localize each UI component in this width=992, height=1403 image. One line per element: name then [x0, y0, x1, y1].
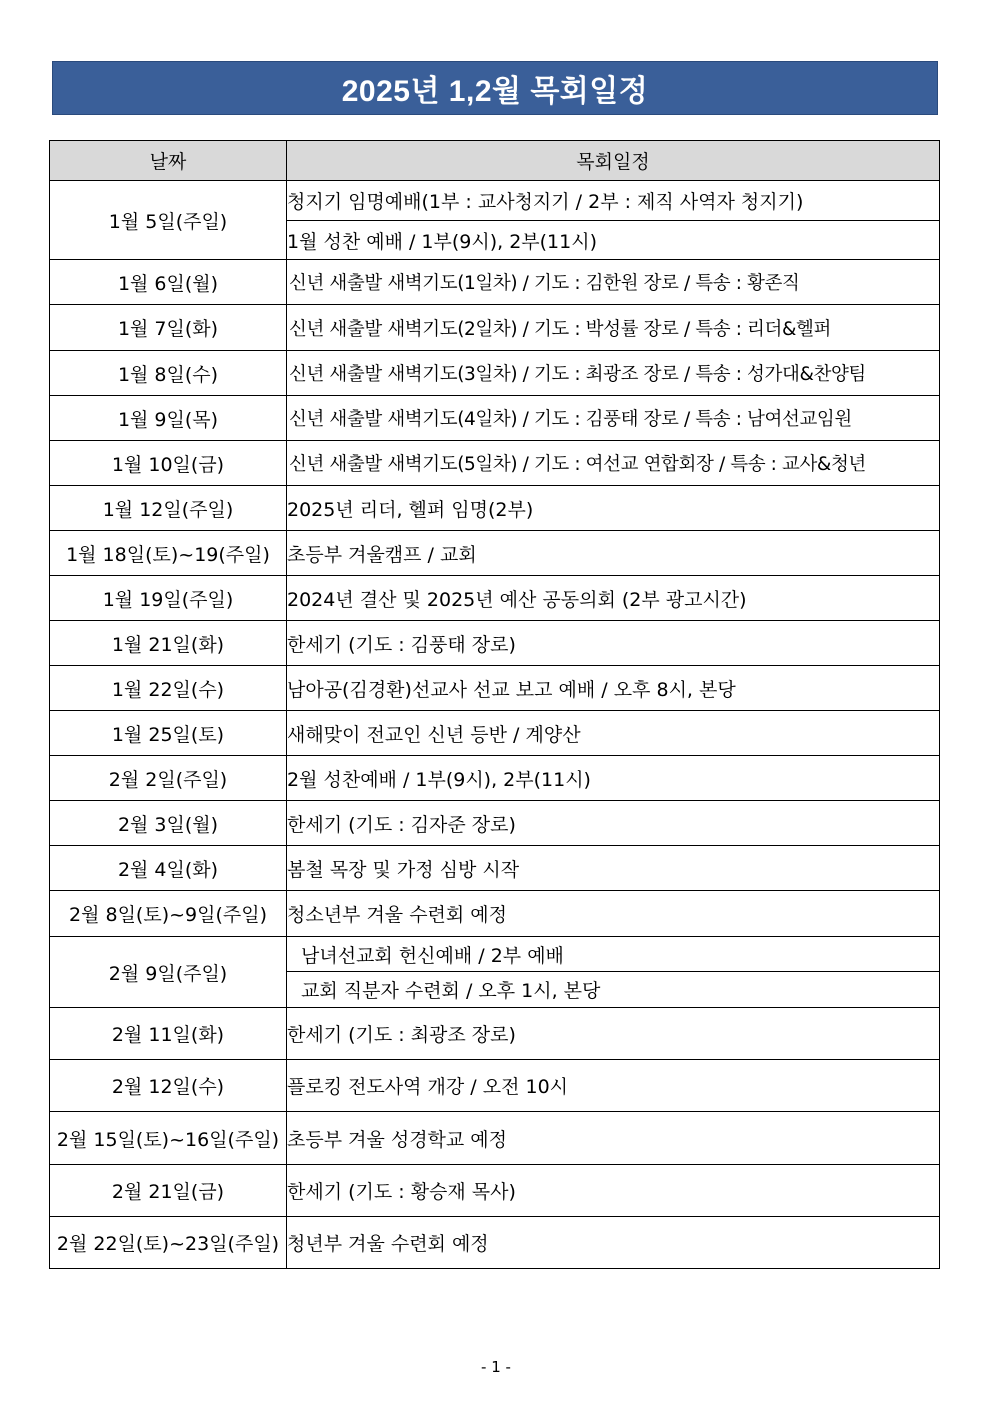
event-cell: 신년 새출발 새벽기도(5일차) / 기도 : 여선교 연합회장 / 특송 : 교사&청년: [287, 441, 940, 486]
event-cell: 청지기 임명예배(1부 : 교사청지기 / 2부 : 제직 사역자 청지기): [287, 181, 940, 221]
table-row: [50, 260, 940, 305]
date-cell: 1월 10일(금): [50, 441, 287, 486]
event-cell: 플로킹 전도사역 개강 / 오전 10시: [287, 1060, 940, 1112]
table-row: [50, 801, 940, 846]
event-cell: 1월 성찬 예배 / 1부(9시), 2부(11시): [287, 221, 940, 260]
event-cell: 봄철 목장 및 가정 심방 시작: [287, 846, 940, 891]
event-cell: 신년 새출발 새벽기도(1일차) / 기도 : 김한원 장로 / 특송 : 황존직: [287, 260, 940, 305]
table-header-row: [50, 141, 940, 181]
event-cell: 청년부 겨울 수련회 예정: [287, 1217, 940, 1269]
date-cell: 1월 21일(화): [50, 621, 287, 666]
date-cell: 1월 12일(주일): [50, 486, 287, 531]
table-row: [50, 666, 940, 711]
date-cell: 2월 11일(화): [50, 1008, 287, 1060]
table-row: [50, 1217, 940, 1269]
event-cell: 새해맞이 전교인 신년 등반 / 계양산: [287, 711, 940, 756]
event-cell: 초등부 겨울 성경학교 예정: [287, 1112, 940, 1165]
table-row: [50, 181, 940, 221]
date-cell: 2월 2일(주일): [50, 756, 287, 801]
table-row: [50, 351, 940, 396]
event-cell: 남아공(김경환)선교사 선교 보고 예배 / 오후 8시, 본당: [287, 666, 940, 711]
date-cell: 1월 5일(주일): [50, 181, 287, 260]
page-number: - 1 -: [481, 1358, 511, 1376]
table-row: [50, 891, 940, 937]
date-cell: 1월 7일(화): [50, 305, 287, 351]
event-cell: 신년 새출발 새벽기도(3일차) / 기도 : 최광조 장로 / 특송 : 성가대&찬양팀: [287, 351, 940, 396]
event-cell: 남녀선교회 헌신예배 / 2부 예배: [287, 937, 940, 972]
date-cell: 2월 3일(월): [50, 801, 287, 846]
table-row: [50, 1165, 940, 1217]
date-cell: 1월 8일(수): [50, 351, 287, 396]
event-cell: 신년 새출발 새벽기도(4일차) / 기도 : 김풍태 장로 / 특송 : 남여선교임원: [287, 396, 940, 441]
event-cell: 한세기 (기도 : 김자준 장로): [287, 801, 940, 846]
event-cell: 한세기 (기도 : 최광조 장로): [287, 1008, 940, 1060]
date-cell: 1월 9일(목): [50, 396, 287, 441]
date-column-header: 날짜: [50, 141, 287, 181]
page-title: 2025년 1,2월 목회일정: [341, 75, 649, 108]
date-cell: 2월 8일(토)~9일(주일): [50, 891, 287, 937]
date-cell: 1월 19일(주일): [50, 576, 287, 621]
date-cell: 1월 25일(토): [50, 711, 287, 756]
date-cell: 1월 18일(토)~19(주일): [50, 531, 287, 576]
schedule-column-header: 목회일정: [287, 141, 940, 181]
event-cell: 한세기 (기도 : 황승재 목사): [287, 1165, 940, 1217]
event-cell: 청소년부 겨울 수련회 예정: [287, 891, 940, 937]
event-cell: 초등부 겨울캠프 / 교회: [287, 531, 940, 576]
table-row: [50, 441, 940, 486]
table-row: [50, 1112, 940, 1165]
table-row: [50, 305, 940, 351]
date-cell: 1월 6일(월): [50, 260, 287, 305]
table-row: [50, 576, 940, 621]
table-row: [50, 1008, 940, 1060]
event-cell: 신년 새출발 새벽기도(2일차) / 기도 : 박성률 장로 / 특송 : 리더&헬퍼: [287, 305, 940, 351]
table-row: [50, 1060, 940, 1112]
date-cell: 2월 9일(주일): [50, 937, 287, 1008]
title-banner: [52, 61, 938, 115]
event-cell: 한세기 (기도 : 김풍태 장로): [287, 621, 940, 666]
schedule-table: [49, 140, 940, 1269]
date-cell: 2월 4일(화): [50, 846, 287, 891]
table-row: [50, 396, 940, 441]
table-row: [50, 486, 940, 531]
date-cell: 2월 21일(금): [50, 1165, 287, 1217]
date-cell: 2월 22일(토)~23일(주일): [50, 1217, 287, 1269]
table-row: [50, 756, 940, 801]
event-cell: 2025년 리더, 헬퍼 임명(2부): [287, 486, 940, 531]
event-cell: 2월 성찬예배 / 1부(9시), 2부(11시): [287, 756, 940, 801]
date-cell: 2월 12일(수): [50, 1060, 287, 1112]
date-cell: 1월 22일(수): [50, 666, 287, 711]
table-row: [50, 621, 940, 666]
event-cell: 교회 직분자 수련회 / 오후 1시, 본당: [287, 972, 940, 1008]
table-row: [50, 937, 940, 972]
event-cell: 2024년 결산 및 2025년 예산 공동의회 (2부 광고시간): [287, 576, 940, 621]
table-row: [50, 531, 940, 576]
date-cell: 2월 15일(토)~16일(주일): [50, 1112, 287, 1165]
table-row: [50, 711, 940, 756]
table-row: [50, 846, 940, 891]
